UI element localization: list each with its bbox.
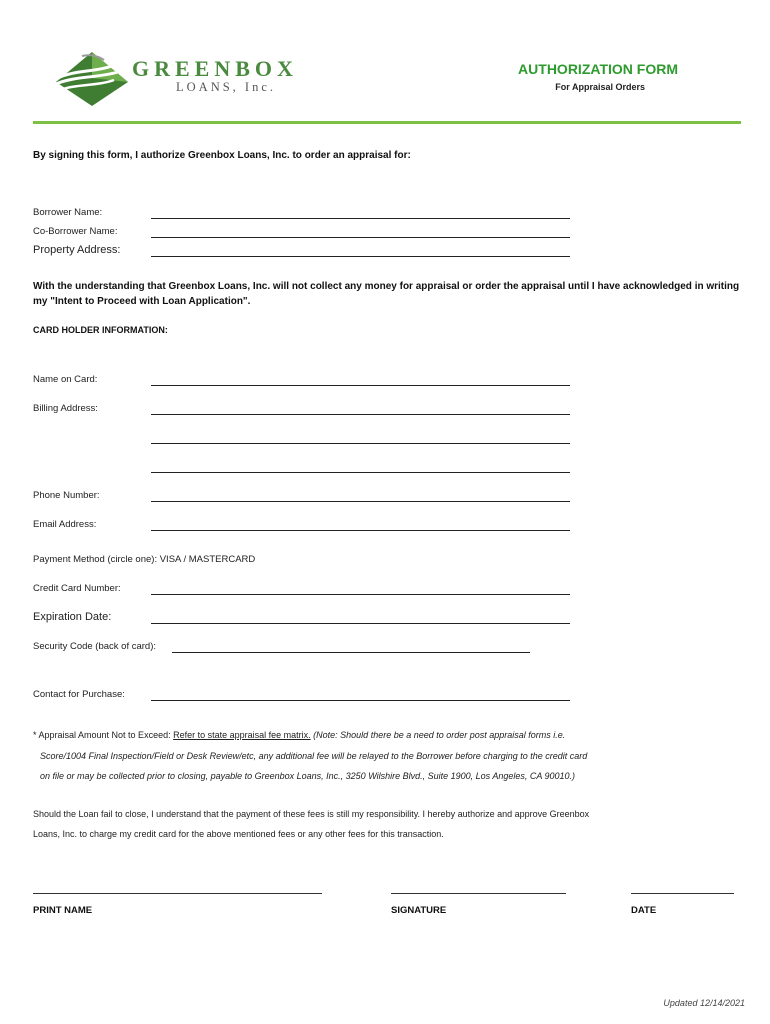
logo-wordmark: GREENBOX <box>132 56 298 81</box>
form-subtitle: For Appraisal Orders <box>555 82 645 92</box>
responsibility-statement <box>33 804 748 844</box>
signature-label: SIGNATURE <box>391 905 447 916</box>
appraisal-note-line2: Score/1004 Final Inspection/Field or Desk Review/etc, any additional fee will be relayed to the Borrower before charging to the credit card <box>40 750 588 761</box>
property-address-field[interactable] <box>151 256 570 257</box>
billing-address-field-3[interactable] <box>151 472 570 473</box>
expiration-date-field[interactable] <box>151 623 570 624</box>
name-on-card-label: Name on Card: <box>33 374 98 385</box>
borrower-name-label: Borrower Name: <box>33 207 103 218</box>
email-address-field[interactable] <box>151 530 570 531</box>
intro-statement: By signing this form, I authorize Greenbox Loans, Inc. to order an appraisal for: <box>33 150 411 161</box>
billing-address-field-2[interactable] <box>151 443 570 444</box>
company-logo <box>52 48 322 110</box>
security-code-label: Security Code (back of card): <box>33 641 157 652</box>
responsibility-line1: Should the Loan fail to close, I understand that the payment of these fees is still my responsibility. I hereby authorize and approve Greenbox <box>33 809 590 819</box>
logo-subtext: LOANS, Inc. <box>176 80 277 94</box>
email-address-label: Email Address: <box>33 519 97 530</box>
property-address-label: Property Address: <box>33 244 121 256</box>
expiration-date-label: Expiration Date: <box>33 611 112 623</box>
borrower-name-field[interactable] <box>151 218 570 219</box>
billing-address-field-1[interactable] <box>151 414 570 415</box>
co-borrower-name-field[interactable] <box>151 237 570 238</box>
contact-for-purchase-field[interactable] <box>151 700 570 701</box>
appraisal-note-line1: (Note: Should there be a need to order post appraisal forms i.e. <box>310 730 566 740</box>
billing-address-label: Billing Address: <box>33 403 98 414</box>
credit-card-number-label: Credit Card Number: <box>33 583 121 594</box>
updated-date: Updated 12/14/2021 <box>663 998 745 1008</box>
logo-mark-icon <box>52 48 130 110</box>
header-divider <box>33 121 741 124</box>
appraisal-note-line3: on file or may be collected prior to closing, payable to Greenbox Loans, Inc., 3250 Wilshire Blvd., Suite 1900, Los Angeles, CA 90010.) <box>40 771 576 781</box>
name-on-card-field[interactable] <box>151 385 570 386</box>
form-title: AUTHORIZATION FORM <box>518 61 678 77</box>
signature-line[interactable] <box>391 893 566 894</box>
fee-matrix-link[interactable]: Refer to state appraisal fee matrix. <box>173 730 311 740</box>
print-name-line[interactable] <box>33 893 322 894</box>
print-name-label: PRINT NAME <box>33 905 93 916</box>
contact-for-purchase-label: Contact for Purchase: <box>33 689 125 700</box>
appraisal-note-prefix: * Appraisal Amount Not to Exceed: <box>33 730 174 740</box>
understanding-statement: With the understanding that Greenbox Loans, Inc. will not collect any money for appraisal or order the appraisal until I have acknowledged in writing my "Intent to Proceed with Loan Application". <box>33 281 740 307</box>
payment-method-label: Payment Method (circle one): VISA / MASTERCARD <box>33 554 256 565</box>
responsibility-line2: Loans, Inc. to charge my credit card for the above mentioned fees or any other fees for this transaction. <box>33 829 444 839</box>
card-holder-heading: CARD HOLDER INFORMATION: <box>33 325 168 335</box>
date-line[interactable] <box>631 893 734 894</box>
phone-number-label: Phone Number: <box>33 490 100 501</box>
credit-card-number-field[interactable] <box>151 594 570 595</box>
appraisal-note <box>33 725 748 787</box>
date-label: DATE <box>631 905 657 916</box>
phone-number-field[interactable] <box>151 501 570 502</box>
security-code-field[interactable] <box>172 652 530 653</box>
co-borrower-name-label: Co-Borrower Name: <box>33 226 118 237</box>
